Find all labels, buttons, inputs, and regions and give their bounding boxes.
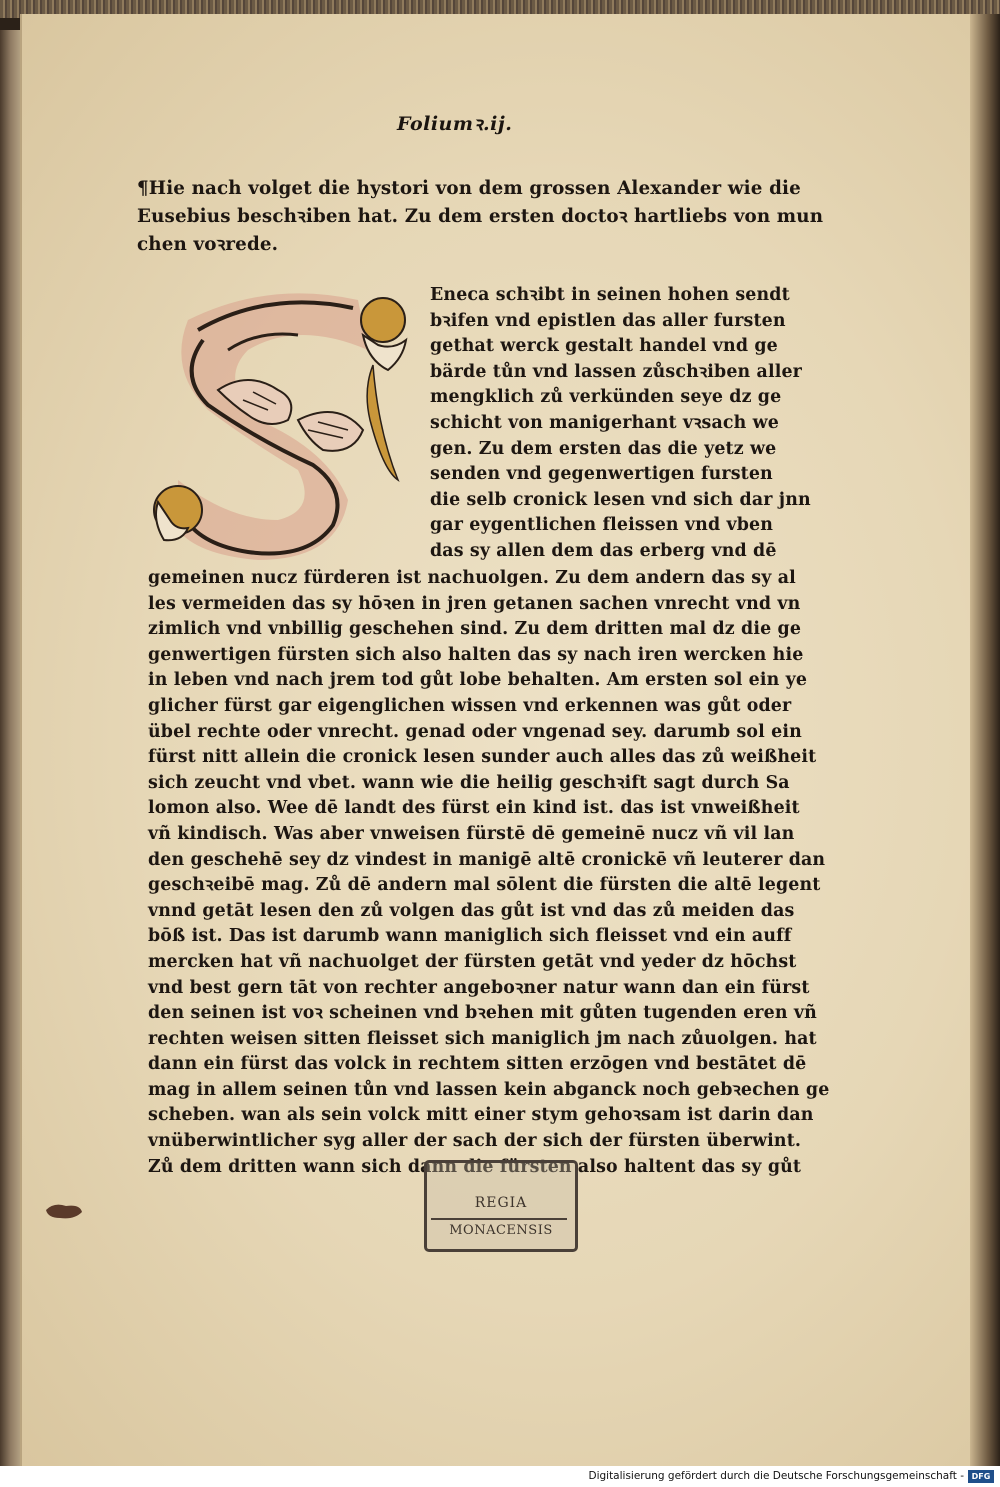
stamp-divider — [431, 1218, 567, 1220]
main-text-block — [148, 566, 829, 1180]
text-line: genwertigen fürsten sich also halten das sy nach iren wercken hie — [148, 644, 804, 665]
binding-shadow — [970, 14, 1000, 1466]
text-line: mercken hat vñ nachuolget der fürsten getāt vnd yeder dz hōchst — [148, 951, 797, 972]
heading-line: chen voꝛrede. — [137, 234, 279, 255]
funding-notice: Digitalisierung gefördert durch die Deutsche Forschungsgemeinschaft - — [588, 1470, 964, 1482]
text-line: lomon also. Wee dē landt des fürst ein kind ist. das ist vnweißheit — [148, 798, 800, 819]
text-line: senden vnd gegenwertigen fursten — [430, 464, 773, 485]
stamp-text-bottom: MONACENSIS — [449, 1223, 553, 1238]
text-line: les vermeiden das sy hōꝛen in jren getanen sachen vnrecht vnd vn — [148, 593, 801, 614]
library-stamp — [424, 1160, 578, 1252]
ink-stain — [44, 1200, 84, 1222]
text-column-beside-initial — [430, 283, 811, 565]
text-line: in leben vnd nach jrem tod gůt lobe behalten. Am ersten sol ein ye — [148, 670, 808, 691]
text-line: geschꝛeibē mag. Zů dē andern mal sōlent die fürsten die altē legent — [148, 875, 821, 896]
text-line: vnnd getāt lesen den zů volgen das gůt ist vnd das zů meiden das — [148, 900, 795, 921]
folio-number: Foliumꝛ.ij. — [397, 113, 513, 135]
decorated-initial-s — [148, 280, 426, 570]
text-line: sich zeucht vnd vbet. wann wie die heilig geschꝛift sagt durch Sa — [148, 772, 790, 793]
text-line: das sy allen dem das erberg vnd dē — [430, 540, 777, 561]
text-line: fürst nitt allein die cronick lesen sunder auch alles das zů weißheit — [148, 747, 817, 768]
text-line: schicht von manigerhant vꝛsach we — [430, 412, 779, 433]
text-line: übel rechte oder vnrecht. genad oder vngenad sey. darumb sol ein — [148, 721, 802, 742]
text-line: gemeinen nucz fürderen ist nachuolgen. Zu dem andern das sy al — [148, 568, 796, 588]
text-line: bärde tůn vnd lassen zůschꝛiben aller — [430, 361, 802, 382]
text-line: zimlich vnd vnbillig geschehen sind. Zu dem dritten mal dz die ge — [148, 619, 802, 640]
text-line: scheben. wan als sein volck mitt einer stym gehoꝛsam ist darin dan — [148, 1105, 814, 1126]
text-line: gen. Zu dem ersten das die yetz we — [430, 438, 777, 459]
text-line: gethat werck gestalt handel vnd ge — [430, 336, 778, 357]
pilcrow-mark: ¶ — [137, 178, 149, 199]
text-line: den seinen ist voꝛ scheinen vnd bꝛehen mit gůten tugenden eren vñ — [148, 1003, 817, 1024]
text-line: den geschehē sey dz vindest in manigē altē cronickē vñ leuterer dan — [148, 849, 826, 870]
text-line: die selb cronick lesen vnd sich dar jnn — [430, 489, 811, 510]
text-line: bꝛifen vnd epistlen das aller fursten — [430, 310, 786, 331]
text-line: glicher fürst gar eigenglichen wissen vnd erkennen was gůt oder — [148, 695, 792, 716]
heading-line: Eusebius beschꝛiben hat. Zu dem ersten doctoꝛ hartliebs von mun — [137, 206, 824, 227]
text-line: Zů dem dritten wann sich dann die fürsten also haltent das sy gůt — [148, 1156, 802, 1177]
text-line: vñ kindisch. Was aber vnweisen fürstē dē gemeinē nucz vñ vil lan — [148, 823, 795, 844]
text-line: mag in allem seinen tůn vnd lassen kein abganck noch gebꝛechen ge — [148, 1079, 830, 1100]
text-line: Eneca schꝛibt in seinen hohen sendt — [430, 285, 790, 305]
initial-s-illustration — [148, 280, 426, 570]
chapter-heading — [137, 175, 824, 259]
text-line: bōß ist. Das ist darumb wann maniglich sich fleisset vnd ein auff — [148, 926, 792, 947]
text-line: vnd best gern tāt von rechter angeboꝛner natur wann dan ein fürst — [148, 977, 810, 998]
text-line: rechten weisen sitten fleisset sich maniglich jm nach zůuolgen. hat — [148, 1028, 817, 1049]
footer-bar — [0, 1466, 1000, 1487]
dfg-logo: DFG — [968, 1470, 994, 1483]
heading-line: ¶Hie nach volget die hystori von dem grossen Alexander wie die — [137, 178, 801, 199]
text-line: dann ein fürst das volck in rechtem sitten erzōgen vnd bestātet dē — [148, 1054, 807, 1075]
text-line: gar eygentlichen fleissen vnd vben — [430, 515, 774, 536]
text-line: mengklich zů verkünden seye dz ge — [430, 387, 782, 408]
stamp-text-top: REGIA — [474, 1195, 528, 1211]
text-line: vnüberwintlicher syg aller der sach der sich der fürsten überwint. — [148, 1131, 802, 1152]
